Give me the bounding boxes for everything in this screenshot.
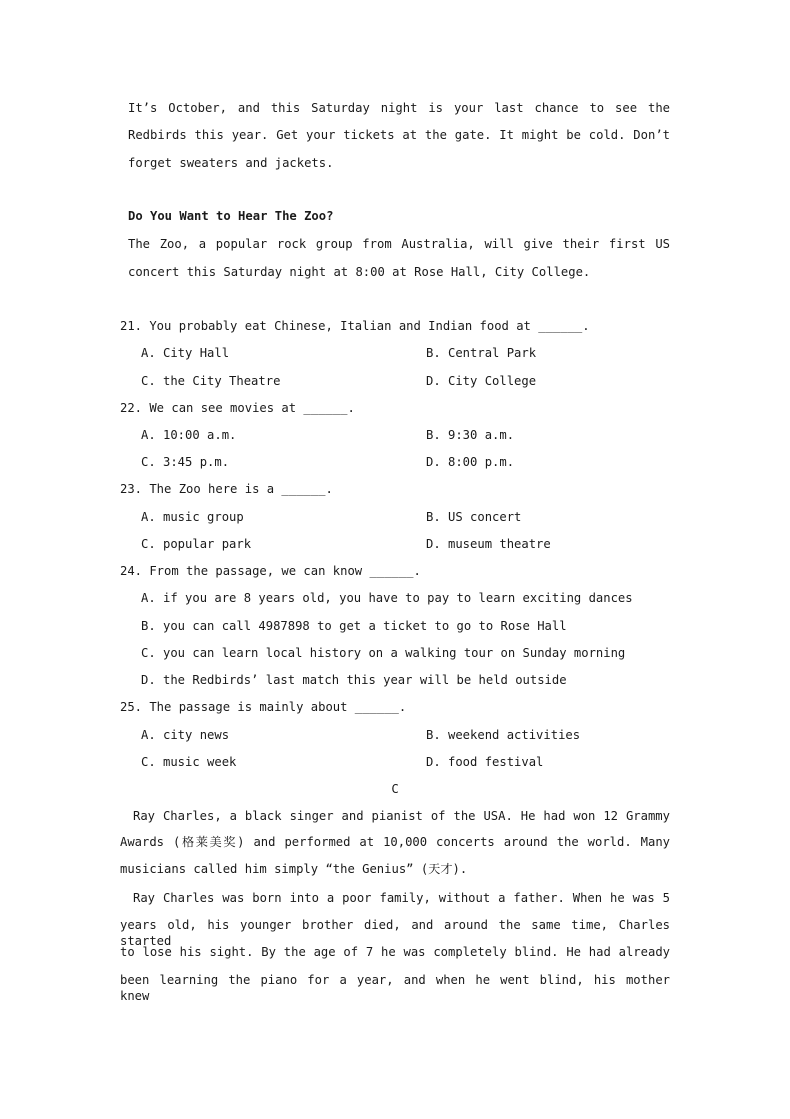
option-24-d: D. the Redbirds’ last match this year will be held outside <box>141 673 567 687</box>
question-stem-24: 24. From the passage, we can know ______. <box>120 564 421 578</box>
intro-line-2: Redbirds this year. Get your tickets at the gate. It might be cold. Don’t <box>128 128 670 142</box>
option-21-a: A. City Hall <box>141 346 230 360</box>
question-stem-23: 23. The Zoo here is a ______. <box>120 482 333 496</box>
option-24-b: B. you can call 4987898 to get a ticket to go to Rose Hall <box>141 619 567 633</box>
section-c-line-4: Ray Charles was born into a poor family, without a father. When he was 5 <box>133 891 670 905</box>
option-22-a: A. 10:00 a.m. <box>141 428 237 442</box>
intro-line-3: forget sweaters and jackets. <box>128 156 334 170</box>
question-stem-22: 22. We can see movies at ______. <box>120 401 355 415</box>
option-21-b: B. Central Park <box>426 346 537 360</box>
option-24-a: A. if you are 8 years old, you have to pay to learn exciting dances <box>141 591 633 605</box>
section-c-line-3: musicians called him simply “the Genius” (天才). <box>120 862 468 876</box>
option-25-b: B. weekend activities <box>426 728 581 742</box>
option-25-d: D. food festival <box>426 755 544 769</box>
option-25-a: A. city news <box>141 728 230 742</box>
section-c-line-1: Ray Charles, a black singer and pianist of the USA. He had won 12 Grammy <box>133 809 670 823</box>
option-23-a: A. music group <box>141 510 244 524</box>
option-22-d: D. 8:00 p.m. <box>426 455 515 469</box>
section-c-line-7: been learning the piano for a year, and when he went blind, his mother knew <box>120 973 670 1003</box>
option-23-d: D. museum theatre <box>426 537 551 551</box>
option-24-c: C. you can learn local history on a walking tour on Sunday morning <box>141 646 626 660</box>
option-21-c: C. the City Theatre <box>141 374 281 388</box>
section-c-label: C <box>391 782 399 796</box>
section-c-line-6: to lose his sight. By the age of 7 he was completely blind. He had already <box>120 945 670 959</box>
section-c-line-2: Awards (格莱美奖) and performed at 10,000 concerts around the world. Many <box>120 835 670 849</box>
zoo-heading: Do You Want to Hear The Zoo? <box>128 209 334 223</box>
zoo-line-2: concert this Saturday night at 8:00 at Rose Hall, City College. <box>128 265 591 279</box>
option-23-b: B. US concert <box>426 510 522 524</box>
intro-line-1: It’s October, and this Saturday night is your last chance to see the <box>128 101 670 115</box>
option-25-c: C. music week <box>141 755 237 769</box>
question-stem-21: 21. You probably eat Chinese, Italian and Indian food at ______. <box>120 319 590 333</box>
section-c-line-5: years old, his younger brother died, and around the same time, Charles started <box>120 918 670 948</box>
option-22-b: B. 9:30 a.m. <box>426 428 515 442</box>
question-stem-25: 25. The passage is mainly about ______. <box>120 700 407 714</box>
option-22-c: C. 3:45 p.m. <box>141 455 230 469</box>
zoo-line-1: The Zoo, a popular rock group from Australia, will give their first US <box>128 237 670 251</box>
option-23-c: C. popular park <box>141 537 252 551</box>
option-21-d: D. City College <box>426 374 537 388</box>
